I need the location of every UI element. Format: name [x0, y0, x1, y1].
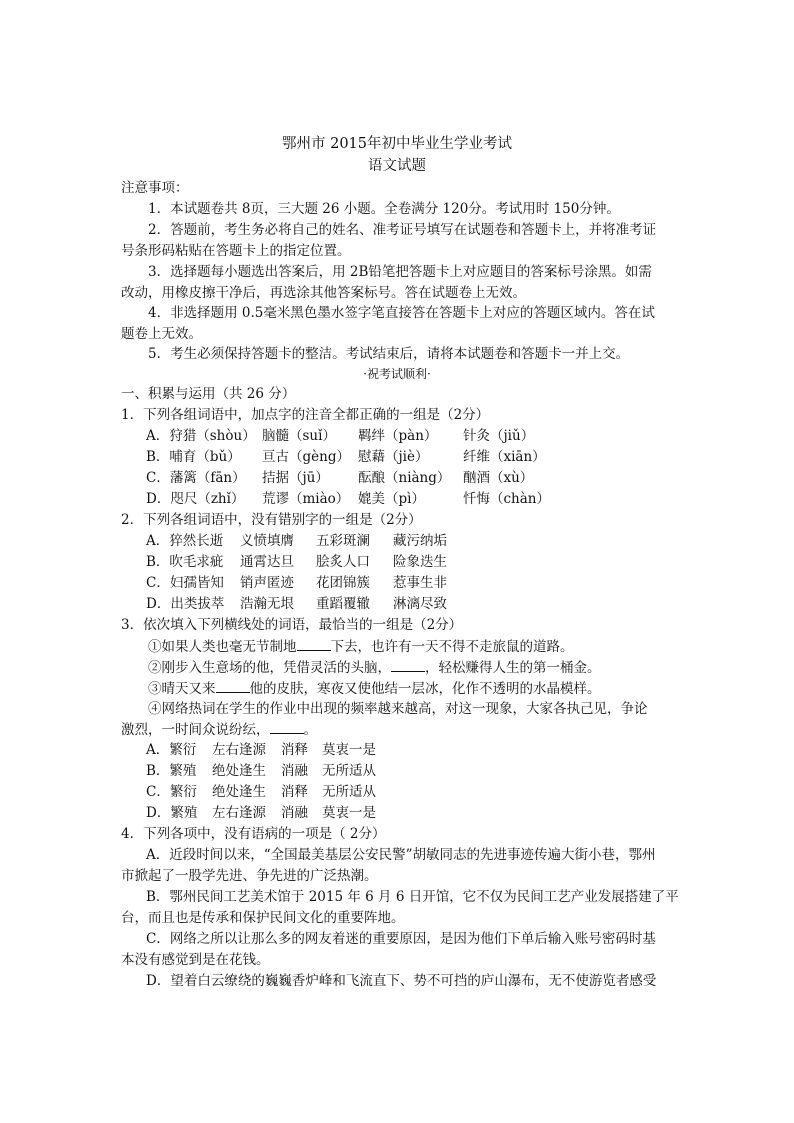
question-3-sentence-1 [148, 636, 574, 657]
question-3-sentence-4: ④网络热词在学生的作业中出现的频率越来越高，对这一现象，大家各执己见，争论 [148, 701, 648, 717]
option-cell: 脍炙人口 [316, 554, 370, 570]
option-cell: 销声匿迹 [240, 575, 294, 591]
option-cell: 莫衷一是 [322, 805, 376, 821]
option-cell: 无所适从 [322, 763, 376, 779]
option-cell: 拮据（jū） [262, 470, 329, 486]
option-cell: 绝处逢生 [212, 784, 266, 800]
section-heading: 一、积累与运用（共 26 分） [121, 386, 296, 402]
question-3-sentence-2 [148, 657, 601, 678]
option-cell: 惹事生非 [393, 575, 447, 591]
question-4-option-line: D．望着白云缭绕的巍巍香炉峰和飞流直下、势不可挡的庐山瀑布，无不使游览者感受 [146, 973, 657, 989]
option-cell: B．吹毛求疵 [146, 554, 224, 570]
question-4-option-line: 市掀起了一股学先进、争先进的广泛热潮。 [121, 868, 378, 884]
option-cell: D．出类拔萃 [146, 596, 225, 612]
option-cell: A．繁衍 [146, 742, 197, 758]
sentence-text: ①如果人类也毫无节制地 [148, 639, 297, 655]
sentence-text: 下去，也许有一天不得不走旅鼠的道路。 [330, 639, 574, 655]
option-cell: 消融 [281, 763, 308, 779]
notice-line: 3．选择题每小题选出答案后，用 2B铅笔把答题卡上对应题目的答案标号涂黑。如需 [148, 264, 652, 280]
question-2-stem: 2．下列各组词语中，没有错别字的一组是（2分） [121, 512, 422, 528]
option-cell: 险象迭生 [393, 554, 447, 570]
option-cell: A．猝然长逝 [146, 533, 224, 549]
question-3-stem: 3．依次填入下列横线处的词语，最恰当的一组是（2分） [121, 617, 463, 633]
exam-title: 鄂州市 2015年初中毕业生学业考试 [281, 136, 512, 152]
option-cell: 五彩斑澜 [316, 533, 370, 549]
option-cell: 淋漓尽致 [393, 596, 447, 612]
option-cell: 绝处逢生 [212, 763, 266, 779]
question-4-stem: 4．下列各项中，没有语病的一项是（ 2分） [121, 826, 386, 842]
option-cell: D．咫尺（zhǐ） [146, 491, 245, 507]
question-1-stem: 1．下列各组词语中，加点字的注音全都正确的一组是（2分） [121, 407, 490, 423]
sentence-text: ，轻松赚得人生的第一桶金。 [425, 660, 601, 676]
option-cell: 浩瀚无垠 [240, 596, 294, 612]
option-cell: 无所适从 [322, 784, 376, 800]
option-cell: 重蹈覆辙 [316, 596, 370, 612]
fill-blank [297, 636, 331, 651]
option-cell: 羁绊（pàn） [358, 428, 438, 444]
notice-line: 改动，用橡皮擦干净后，再选涂其他答案标号。答在试题卷上无效。 [121, 285, 526, 301]
sentence-text: ②刚步入生意场的他，凭借灵活的头脑， [148, 660, 391, 676]
fill-blank [270, 719, 304, 734]
fill-blank [216, 678, 250, 693]
fill-blank [391, 657, 425, 672]
question-4-option-line: 本没有感觉到是在花钱。 [121, 952, 270, 968]
question-4-option-line: B．鄂州民间工艺美术馆于 2015 年 6 月 6 日开馆，它不仅为民间工艺产业发展搭建了平 [146, 889, 679, 905]
option-cell: A．狩猎（shòu） [146, 428, 256, 444]
option-cell: 亘古（gèng） [262, 449, 350, 465]
notice-line: 5．考生必须保持答题卡的整洁。考试结束后，请将本试题卷和答题卡一并上交。 [148, 346, 630, 362]
option-cell: 针灸（jiǔ） [463, 428, 535, 444]
notice-line: 号条形码粘贴在答题卡上的指定位置。 [121, 243, 351, 259]
option-cell: 纤维（xiān） [463, 449, 546, 465]
option-cell: 花团锦簇 [316, 575, 370, 591]
notice-line: 1．本试题卷共 8页，三大题 26 小题。全卷满分 120分。考试用时 150分钟。 [148, 201, 620, 217]
question-4-option-line: 台，而且也是传承和保护民间文化的重要阵地。 [121, 910, 405, 926]
question-3-sentence-3 [148, 678, 601, 699]
option-cell: 慰藉（jiè） [358, 449, 429, 465]
notice-heading: 注意事项： [121, 180, 189, 196]
notice-line: 4．非选择题用 0.5毫米黑色墨水签字笔直接答在答题卡上对应的答题区域内。答在试 [148, 305, 655, 321]
option-cell: B．繁殖 [146, 763, 197, 779]
option-cell: 荒谬（miào） [262, 491, 350, 507]
option-cell: 酝酿（niàng） [358, 470, 451, 486]
option-cell: C．妇孺皆知 [146, 575, 224, 591]
option-cell: 消释 [281, 784, 308, 800]
sentence-text: 他的皮肤，寒夜又使他结一层冰，化作不透明的水晶模样。 [249, 681, 601, 697]
good-luck-wish: ·祝考试顺利· [363, 367, 431, 381]
option-cell: 藏污纳垢 [393, 533, 447, 549]
question-3-sentence-4-cont [121, 719, 317, 740]
option-cell: 通霄达旦 [240, 554, 294, 570]
option-cell: B．哺育（bǔ） [146, 449, 241, 465]
option-cell: 消释 [281, 742, 308, 758]
option-cell: D．繁殖 [146, 805, 198, 821]
option-cell: C．藩篱（fān） [146, 470, 246, 486]
notice-line: 2．答题前，考生务必将自己的姓名、准考证号填写在试题卷和答题卡上，并将准考证 [148, 222, 657, 238]
exam-subtitle: 语文试题 [368, 158, 426, 174]
sentence-text: 激烈，一时间众说纷纭， [121, 722, 270, 738]
question-4-option-line: A．近段时间以来，“全国最美基层公安民警”胡敏同志的先进事迹传遍大街小巷，鄂州 [146, 847, 656, 863]
option-cell: 义愤填膺 [240, 533, 294, 549]
option-cell: 忏悔（chàn） [463, 491, 550, 507]
option-cell: 左右逢源 [212, 742, 266, 758]
notice-line: 题卷上无效。 [121, 326, 202, 342]
option-cell: 消融 [281, 805, 308, 821]
option-cell: 莫衷一是 [322, 742, 376, 758]
option-cell: C．繁衍 [146, 784, 197, 800]
option-cell: 脑髓（suǐ） [262, 428, 336, 444]
sentence-text: 。 [303, 722, 317, 738]
option-cell: 媲美（pì） [358, 491, 425, 507]
option-cell: 左右逢源 [212, 805, 266, 821]
option-cell: 酗酒（xù） [463, 470, 534, 486]
question-4-option-line: C．网络之所以让那么多的网友着迷的重要原因，是因为他们下单后输入账号密码时基 [146, 931, 656, 947]
sentence-text: ③晴天又来 [148, 681, 216, 697]
